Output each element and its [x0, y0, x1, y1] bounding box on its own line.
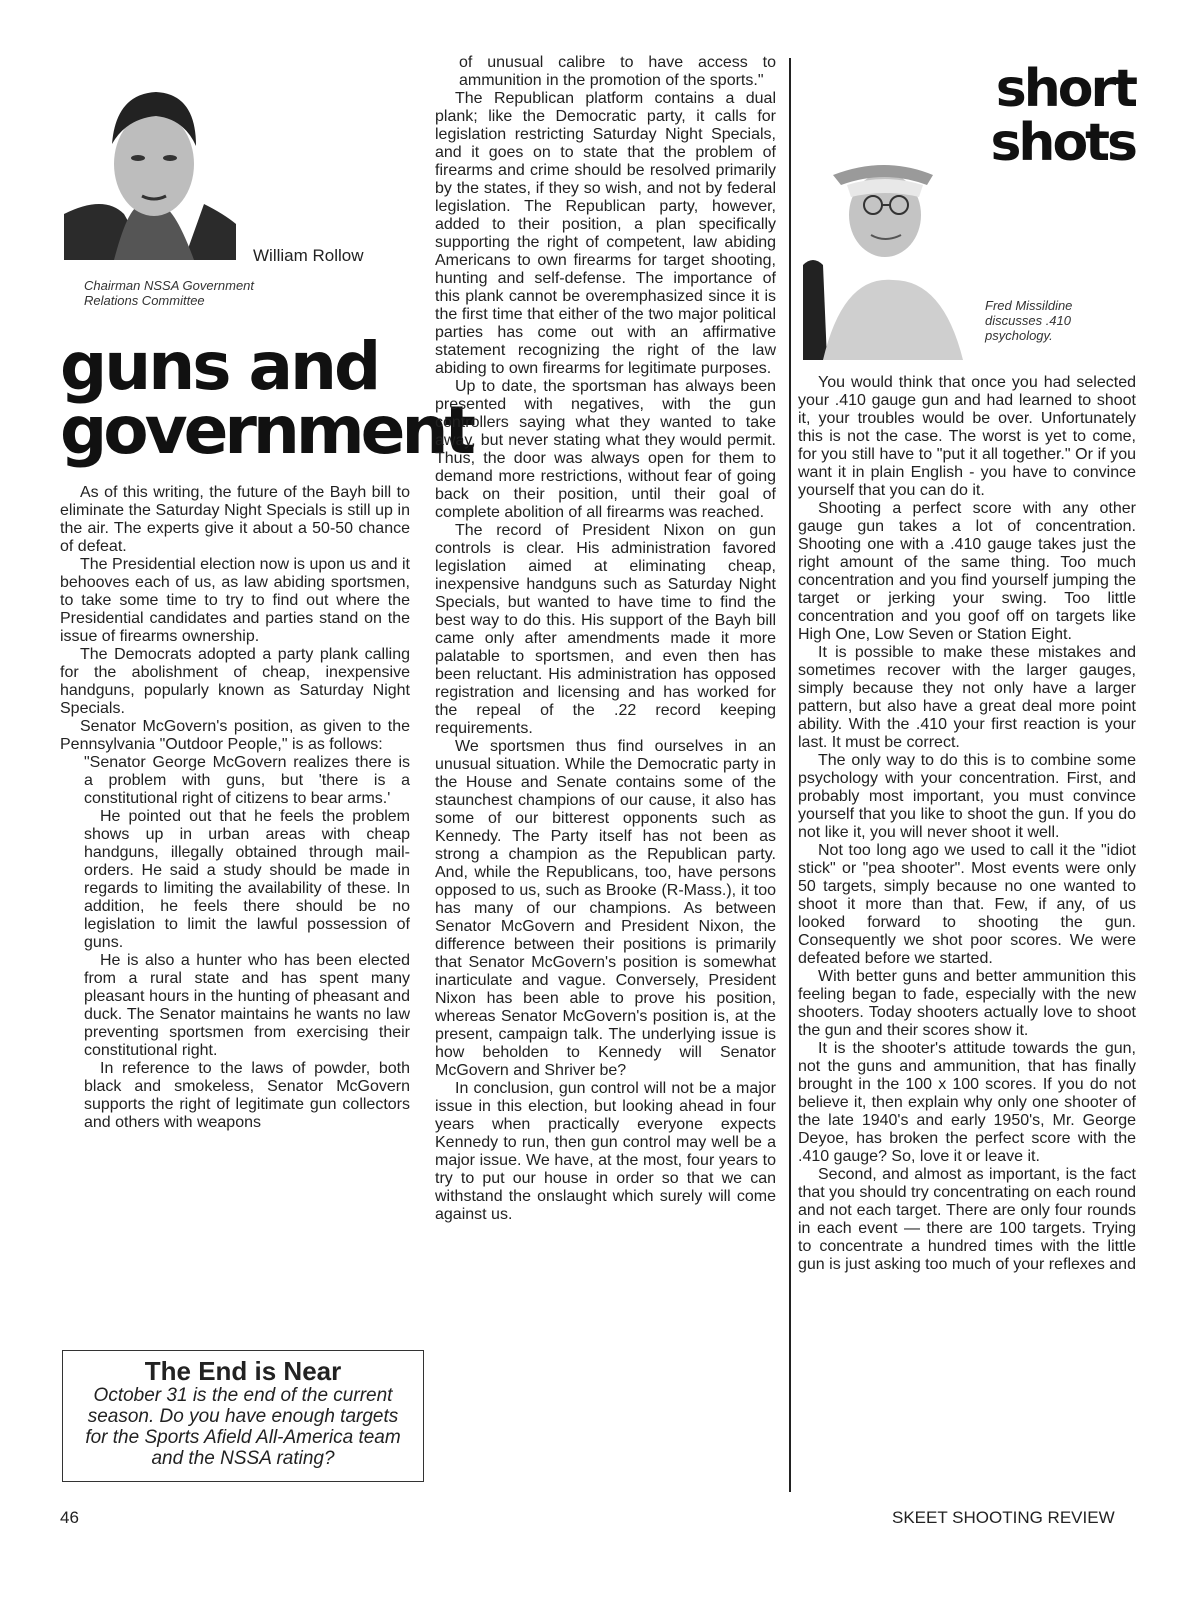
article-headline: [60, 328, 472, 469]
end-is-near-box: [62, 1350, 424, 1482]
paragraph: Up to date, the sportsman has always been presented with negatives, with the gun controllers saying what they wanted to take away, but never stating what they would permit. Thus, the door was always open for them to demand more restrictions, without fear of going back on their position, until their goal of complete abolition of all firearms was reached.: [435, 378, 776, 521]
paragraph: In conclusion, gun control will not be a major issue in this election, but looking ahead in four years when practically everyone expects Kennedy to run, then gun control may well be a major issue. We have, at the most, four years to try to put our house in order so that we can withstand the onslaught which surely will come against us.: [435, 1080, 776, 1223]
box-title: The End is Near: [144, 1356, 342, 1386]
paragraph: The record of President Nixon on gun controls is clear. His administration favored legislation aimed at eliminating cheap, inexpensive handguns such as Saturday Night Specials, but wanted to have time to find the best way to do this. His support of the Bayh bill came only after amendments made it more palatable to sportsmen, and even then has been reluctant. His administration has opposed registration and licensing and has worked for the repeal of the .22 record keeping requirements.: [435, 522, 776, 737]
headline-line2: government: [60, 392, 472, 469]
paragraph: Not too long ago we used to call it the "idiot stick" or "pea shooter". Most events were only 50 targets, simply because no one wanted to shoot it more than that. Few, if any, of us looked forward to shooting the gun. Consequently we shot poor scores. We were defeated before we started.: [798, 842, 1136, 967]
paragraph: With better guns and better ammunition this feeling began to fade, especially with the new shooters. Today shooters actually love to shoot the gun and their scores show it.: [798, 968, 1136, 1039]
photo-caption: Fred Missildine discusses .410 psychology.: [985, 298, 1073, 343]
page-number: 46: [60, 1508, 79, 1527]
paragraph: It is possible to make these mistakes and sometimes recover with the larger gauges, simply because they not only have a larger pattern, but also have a great deal more point ability. With the .410 your first reaction is your last. It must be correct.: [798, 644, 1136, 751]
fred-missildine-photo: [803, 155, 973, 360]
quote-paragraph: "Senator George McGovern realizes there is a problem with guns, but 'there is a constitutional right of citizens to bear arms.': [84, 754, 410, 807]
right-column-text: [798, 374, 1136, 1274]
paragraph: We sportsmen thus find ourselves in an unusual situation. While the Democratic party in the House and Senate contains some of the staunchest champions of our cause, it also has some of our bitterest opponents such as Kennedy. The Party itself has not been as strong a champion as the Republican party. And, while the Republicans, too, have persons opposed to us, such as Brooke (R-Mass.), it too has many of our champions. As between Senator McGovern and President Nixon, the difference between their positions is primarily that Senator McGovern's position is somewhat inarticulate and vague. Conversely, President Nixon has been able to prove his position, whereas Senator McGovern's position is, at the present, campaign talk. The underlying issue is how beholden to Kennedy will Senator McGovern and Shriver be?: [435, 738, 776, 1079]
paragraph: Second, and almost as important, is the fact that you should try concentrating on each round and not each target. There are only four rounds in each event — there are 100 targets. Trying to concentrate a hundred times with the little gun is just asking too much of your reflexes and: [798, 1166, 1136, 1273]
short-shots-title: [975, 59, 1135, 173]
photo-caption: Chairman NSSA Government Relations Committee: [84, 278, 255, 308]
title-line1: short: [995, 59, 1135, 119]
title-line2: shots: [990, 113, 1135, 173]
william-rollow-photo: [64, 64, 236, 260]
left-column-text: [60, 484, 410, 1132]
photo-name-label: William Rollow: [253, 246, 364, 265]
paragraph: The Republican platform contains a dual plank; like the Democratic party, it calls for legislation restricting Saturday Night Specials, and it goes on to state that the problem of firearms and crime should be resolved primarily by the states, if they so wish, and not by federal legislation. The Republican party, however, added to their position, a plan specifically supporting the right of competent, law abiding Americans to own firearms for target shooting, hunting and self-defense. The importance of this plank cannot be overemphasized since it is the first time that either of the two major political parties has come out with an affirmative statement recognizing the right of the law abiding to own firearms for legitimate purposes.: [435, 90, 776, 377]
paragraph: The Democrats adopted a party plank calling for the abolishment of cheap, inexpensive handguns, popularly known as Saturday Night Specials.: [60, 646, 410, 717]
quote-paragraph: He pointed out that he feels the problem shows up in urban areas with cheap handguns, illegally obtained through mail-orders. He said a study should be made in regards to limiting the availability of these. In addition, he feels there should be no legislation to limit the lawful possession of guns.: [84, 808, 410, 951]
paragraph: of unusual calibre to have access to ammunition in the promotion of the sports.": [459, 54, 776, 89]
paragraph: Senator McGovern's position, as given to the Pennsylvania "Outdoor People," is as follows:: [60, 718, 410, 753]
quote-paragraph: In reference to the laws of powder, both black and smokeless, Senator McGovern supports the right of legitimate gun collectors and others with weapons: [84, 1060, 410, 1131]
box-body: October 31 is the end of the current season. Do you have enough targets for the Sports Afield All-America team and the NSSA rating?: [85, 1385, 401, 1469]
paragraph: The Presidential election now is upon us and it behooves each of us, as law abiding sportsmen, to take some time to try to find out where the Presidential candidates and parties stand on the issue of firearms ownership.: [60, 556, 410, 645]
headline-line1: guns and: [60, 328, 379, 405]
paragraph: As of this writing, the future of the Bayh bill to eliminate the Saturday Night Specials is still up in the air. The experts give it about a 50-50 chance of defeat.: [60, 484, 410, 555]
column-divider: [789, 58, 791, 1492]
paragraph: It is the shooter's attitude towards the gun, not the guns and ammunition, that has finally brought in the 100 x 100 scores. If you do not believe it, then explain why only one shooter of the late 1940's and early 1950's, Mr. George Deyoe, has broken the perfect score with the .410 gauge? So, love it or leave it.: [798, 1040, 1136, 1165]
paragraph: You would think that once you had selected your .410 gauge gun and had learned to shoot it, your troubles would be over. Unfortunately this is not the case. The worst is yet to come, for you still have to "put it all together." Or if you want it in plain English - you have to convince yourself that you can do it.: [798, 374, 1136, 499]
middle-column-text: [435, 54, 776, 1224]
paragraph: Shooting a perfect score with any other gauge gun takes a lot of concentration. Shooting one with a .410 gauge takes just the right amount of the same thing. Too much concentration and you find yourself jumping the target or jerking your swing. Too little concentration and you goof off on targets like High One, Low Seven or Station Eight.: [798, 500, 1136, 643]
quote-paragraph: He is also a hunter who has been elected from a rural state and has spent many pleasant hours in the hunting of pheasant and duck. The Senator maintains he wants no law preventing sportsmen from exercising their constitutional right.: [84, 952, 410, 1059]
mcgovern-quote: [84, 754, 410, 1132]
paragraph: The only way to do this is to combine some psychology with your concentration. First, and probably most important, you must convince yourself that you like to shoot the gun. If you do not like it, you will never shoot it well.: [798, 752, 1136, 841]
publication-name: SKEET SHOOTING REVIEW: [892, 1508, 1115, 1527]
